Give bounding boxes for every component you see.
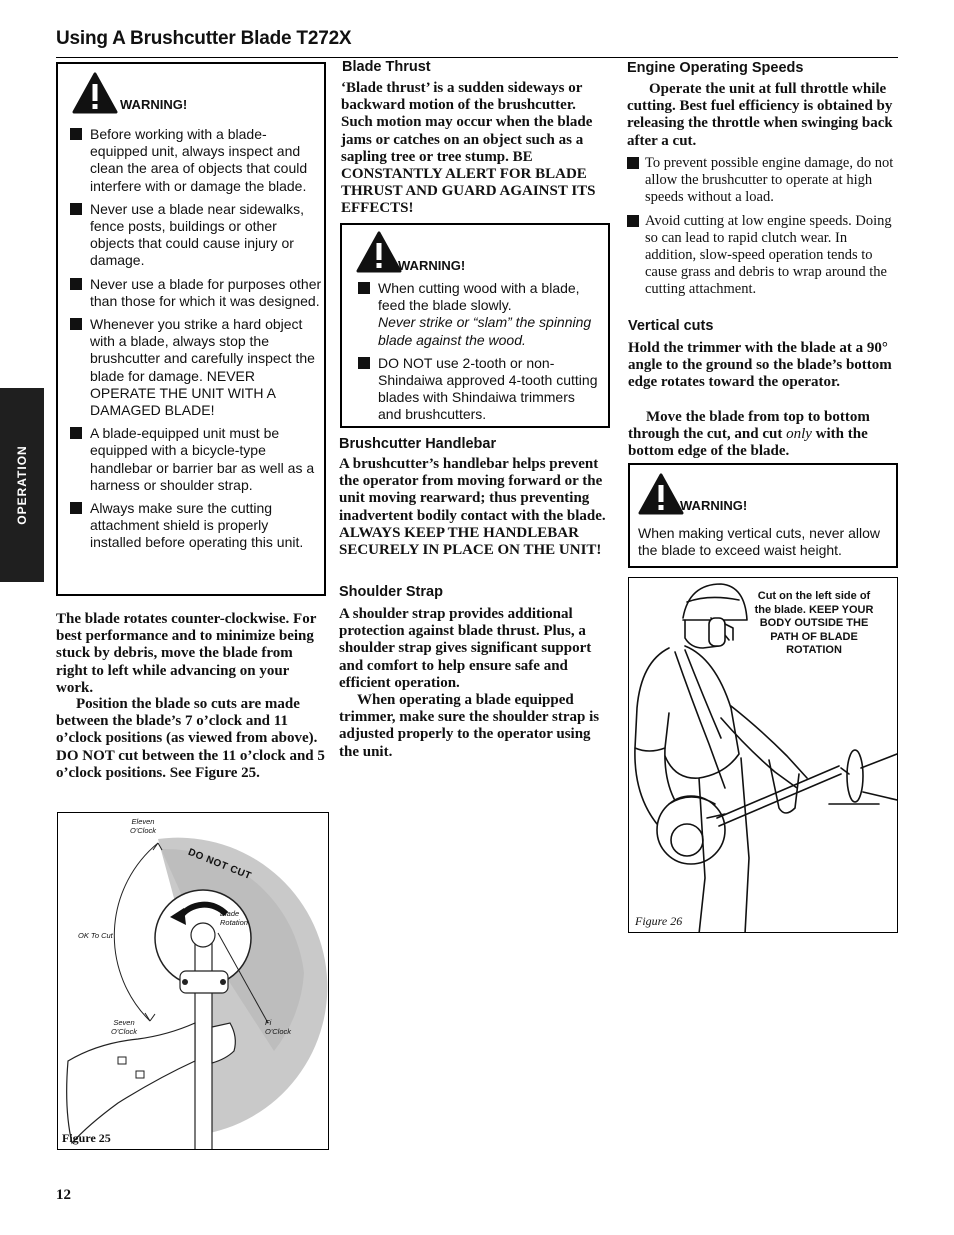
- list-item-text: To prevent possible engine damage, do not allow the brushcutter to operate at high speeds without a load.: [645, 155, 894, 206]
- figure-26-note: Cut on the left side of the blade. KEEP YOUR BODY OUTSIDE THE PATH OF BLADE ROTATION: [754, 590, 874, 656]
- bullet-square: [358, 282, 370, 294]
- warning-icon: [72, 72, 118, 114]
- bullet-square: [70, 203, 82, 215]
- list-item-text: Never use a blade for purposes other than those for which it was designed.: [90, 275, 322, 309]
- position-paragraph: Position the blade so cuts are made between the blade’s 7 o’clock and 11 o’clock positions (as viewed from above). DO NOT cut between the 11 o’clock and 5 o’clock positions. See Figure 25.: [56, 696, 325, 781]
- engine-speeds-heading: Engine Operating Speeds: [627, 60, 804, 76]
- list-item: [358, 280, 598, 349]
- list-item: [70, 500, 322, 552]
- list-item-text: Always make sure the cutting attachment shield is properly installed before operating this unit.: [90, 500, 304, 551]
- five-line1: Fi: [265, 1018, 272, 1027]
- bullet-square: [358, 357, 370, 369]
- bullet-square: [70, 318, 82, 330]
- list-item: [70, 276, 322, 310]
- figure-25: [57, 812, 329, 1150]
- eleven-line2: O'Clock: [130, 826, 157, 835]
- vertical-move-part2: with the bottom edge of the blade.: [628, 426, 868, 460]
- list-item-text: DO NOT use 2-tooth or non-Shindaiwa approved 4-tooth cutting blades with Shindaiwa trimmers and brushcutters.: [378, 354, 598, 423]
- bullet-square: [627, 215, 639, 227]
- seven-oclock-label: [111, 1018, 137, 1036]
- blade-thrust-text: ‘Blade thrust’ is a sudden sideways or backward motion of the brushcutter. Such motion may occur when the blade jams or catches on an object such as a sapling tree or tree stump. BE CONSTANTLY ALERT FOR BLADE THRUST AND GUARD AGAINST ITS EFFECTS!: [341, 80, 596, 217]
- five-line2: O'Clock: [265, 1027, 292, 1036]
- bullet-square: [70, 278, 82, 290]
- eleven-line1: Eleven: [131, 817, 155, 826]
- blade-rotation-line1: Blade: [220, 909, 240, 918]
- page-number: 12: [56, 1187, 71, 1203]
- warning-header: [356, 231, 465, 273]
- warning-box-vertical: [628, 463, 898, 568]
- figure-26: [628, 577, 898, 933]
- list-item-text: Avoid cutting at low engine speeds. Doing so can lead to rapid clutch wear. In addition, slow-speed operation tends to cause grass and debris to wrap around the cutting attachment.: [645, 212, 892, 298]
- vertical-cuts-heading: Vertical cuts: [628, 318, 714, 334]
- vertical-cuts-move-text: [628, 409, 898, 461]
- warning-box-wood: [340, 223, 610, 428]
- warning-label: WARNING!: [120, 97, 188, 112]
- warning-list: [70, 126, 322, 558]
- shoulder-strap-text: A shoulder strap provides additional protection against blade thrust. Plus, a shoulder strap gives significant support and comfort to help ensure safe and efficient operation.: [339, 606, 592, 691]
- engine-speeds-list: [627, 155, 899, 305]
- engine-speeds-text: Operate the unit at full throttle while cutting. Best fuel efficiency is obtained by releasing the throttle when swinging back after a cut.: [627, 81, 893, 149]
- blade-rotation-line2: Rotation: [220, 918, 248, 927]
- shoulder-strap-heading: Shoulder Strap: [339, 584, 443, 600]
- do-not-cut-label: DO NOT CUT: [186, 846, 253, 883]
- list-item: [70, 126, 322, 195]
- seven-line1: Seven: [113, 1018, 135, 1027]
- shoulder-strap-adjust-text: When operating a blade equipped trimmer, make sure the shoulder strap is adjusted properly to the operator using the unit.: [339, 692, 600, 760]
- bullet-square: [627, 157, 639, 169]
- list-item: [358, 355, 598, 424]
- figure-caption: Figure 25: [62, 1131, 111, 1145]
- list-item: [70, 425, 322, 494]
- rotation-paragraph: The blade rotates counter-clockwise. For best performance and to minimize being stuck by debris, move the blade from right to left while advancing on your work.: [56, 611, 317, 696]
- blade-rotation-diagram: [58, 813, 329, 1150]
- five-oclock-label: [265, 1018, 291, 1036]
- warning-label: WARNING!: [680, 498, 748, 513]
- list-item: [70, 316, 322, 419]
- warning-icon: [356, 231, 402, 273]
- warning-icon: [638, 473, 684, 515]
- list-item: [627, 155, 899, 207]
- handlebar-heading: Brushcutter Handlebar: [339, 436, 497, 452]
- blade-rotation-label: [220, 909, 248, 927]
- list-item-text: Before working with a blade-equipped unit, always inspect and clean the area of objects that could interfere with or damage the blade.: [90, 126, 308, 194]
- bullet-square: [70, 128, 82, 140]
- list-item-text: A blade-equipped unit must be equipped with a bicycle-type handlebar or barrier bar as well as a harness or shoulder strap.: [90, 425, 315, 493]
- ok-to-cut-label: OK To Cut: [78, 931, 113, 940]
- list-item: [70, 201, 322, 270]
- warning-header: [72, 72, 187, 114]
- list-item: [627, 213, 899, 299]
- warning-label: WARNING!: [398, 258, 466, 273]
- list-item-text: Whenever you strike a hard object with a blade, always stop the brushcutter and carefully inspect the blade for damage. NEVER OPERATE THE UNIT WITH A DAMAGED BLADE!: [90, 316, 315, 419]
- section-tab-label: OPERATION: [15, 445, 29, 525]
- vertical-warning-text: When making vertical cuts, never allow the blade to exceed waist height.: [638, 525, 880, 558]
- list-item-text: When cutting wood with a blade, feed the blade slowly.: [378, 280, 580, 314]
- bullet-square: [70, 427, 82, 439]
- handlebar-text: A brushcutter’s handlebar helps prevent the operator from moving forward or the unit moving rearward; thus preventing inadvertent bodily contact with the blade. ALWAYS KEEP THE HANDLEBAR SECURELY IN PLACE ON THE UNIT!: [339, 456, 606, 559]
- vertical-cuts-text: Hold the trimmer with the blade at a 90° angle to the ground so the blade’s bottom edge rotates toward the operator.: [628, 340, 892, 391]
- seven-line2: O'Clock: [111, 1027, 138, 1036]
- warning-box-blade: [56, 62, 326, 596]
- vertical-move-only: only: [786, 426, 812, 443]
- warning-list: [358, 280, 598, 430]
- vertical-move-part1: Move the blade from top to bottom through the cut, and cut: [628, 409, 870, 443]
- eleven-oclock-label: [130, 817, 156, 835]
- list-item-italic: Never strike or “slam” the spinning blade against the wood.: [378, 314, 592, 348]
- section-tab: [0, 388, 44, 582]
- list-item-text: Never use a blade near sidewalks, fence posts, buildings or other objects that could cause injury or damage.: [90, 200, 305, 269]
- figure-caption: Figure 26: [635, 914, 683, 928]
- title-rule: [56, 57, 898, 58]
- warning-header: [638, 473, 747, 515]
- bullet-square: [70, 502, 82, 514]
- blade-thrust-heading: Blade Thrust: [342, 59, 431, 75]
- page-title: Using A Brushcutter Blade T272X: [56, 28, 352, 49]
